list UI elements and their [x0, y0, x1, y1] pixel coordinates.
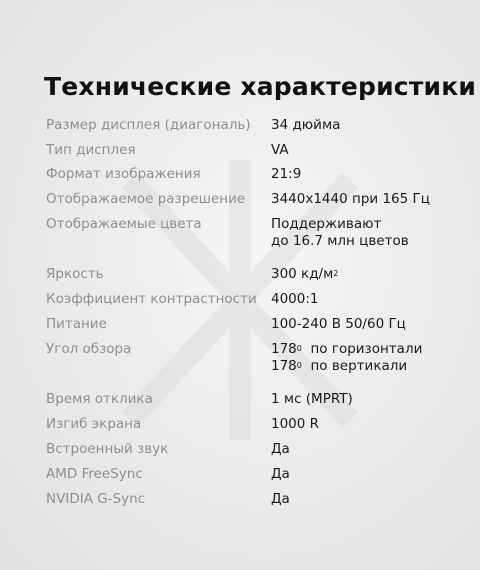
- spec-value: 1 мс (MPRT): [271, 391, 353, 407]
- spec-value: 300 $кд/м^2$: [271, 266, 339, 282]
- spec-value: 100-240 В 50/60 Гц: [271, 316, 406, 332]
- spec-value: 34 дюйма: [271, 117, 341, 133]
- spec-value: 21:9: [271, 166, 302, 182]
- spec-value: 4000:1: [271, 291, 319, 307]
- spec-label: AMD FreeSync: [46, 466, 143, 482]
- spec-label: NVIDIA G-Sync: [46, 491, 146, 507]
- spec-value: 1000 R: [271, 416, 320, 432]
- spec-value: $178^0$ по горизонтали $178^0$ по вертикали: [271, 341, 423, 374]
- page-title: Технические характеристики: [44, 72, 477, 101]
- spec-value: VA: [271, 142, 289, 158]
- spec-label: Размер дисплея (диагональ): [46, 117, 251, 133]
- spec-label: Тип дисплея: [46, 142, 136, 158]
- spec-label: Отображаемое разрешение: [46, 191, 246, 207]
- spec-value: Да: [271, 466, 290, 482]
- spec-label: Яркость: [46, 266, 104, 282]
- spec-label: Формат изображения: [46, 166, 201, 182]
- spec-label: Время отклика: [46, 391, 153, 407]
- spec-value: 3440x1440 при 165 Гц: [271, 191, 430, 207]
- spec-label: Коэффициент контрастности: [46, 291, 257, 307]
- spec-label: Отображаемые цвета: [46, 216, 202, 232]
- spec-label: Изгиб экрана: [46, 416, 142, 432]
- spec-label: Питание: [46, 316, 107, 332]
- spec-value: Да: [271, 441, 290, 457]
- spec-label: Угол обзора: [46, 341, 132, 357]
- spec-value: Да: [271, 491, 290, 507]
- spec-label: Встроенный звук: [46, 441, 169, 457]
- spec-value: Поддерживают до 16.7 млн цветов: [271, 216, 409, 249]
